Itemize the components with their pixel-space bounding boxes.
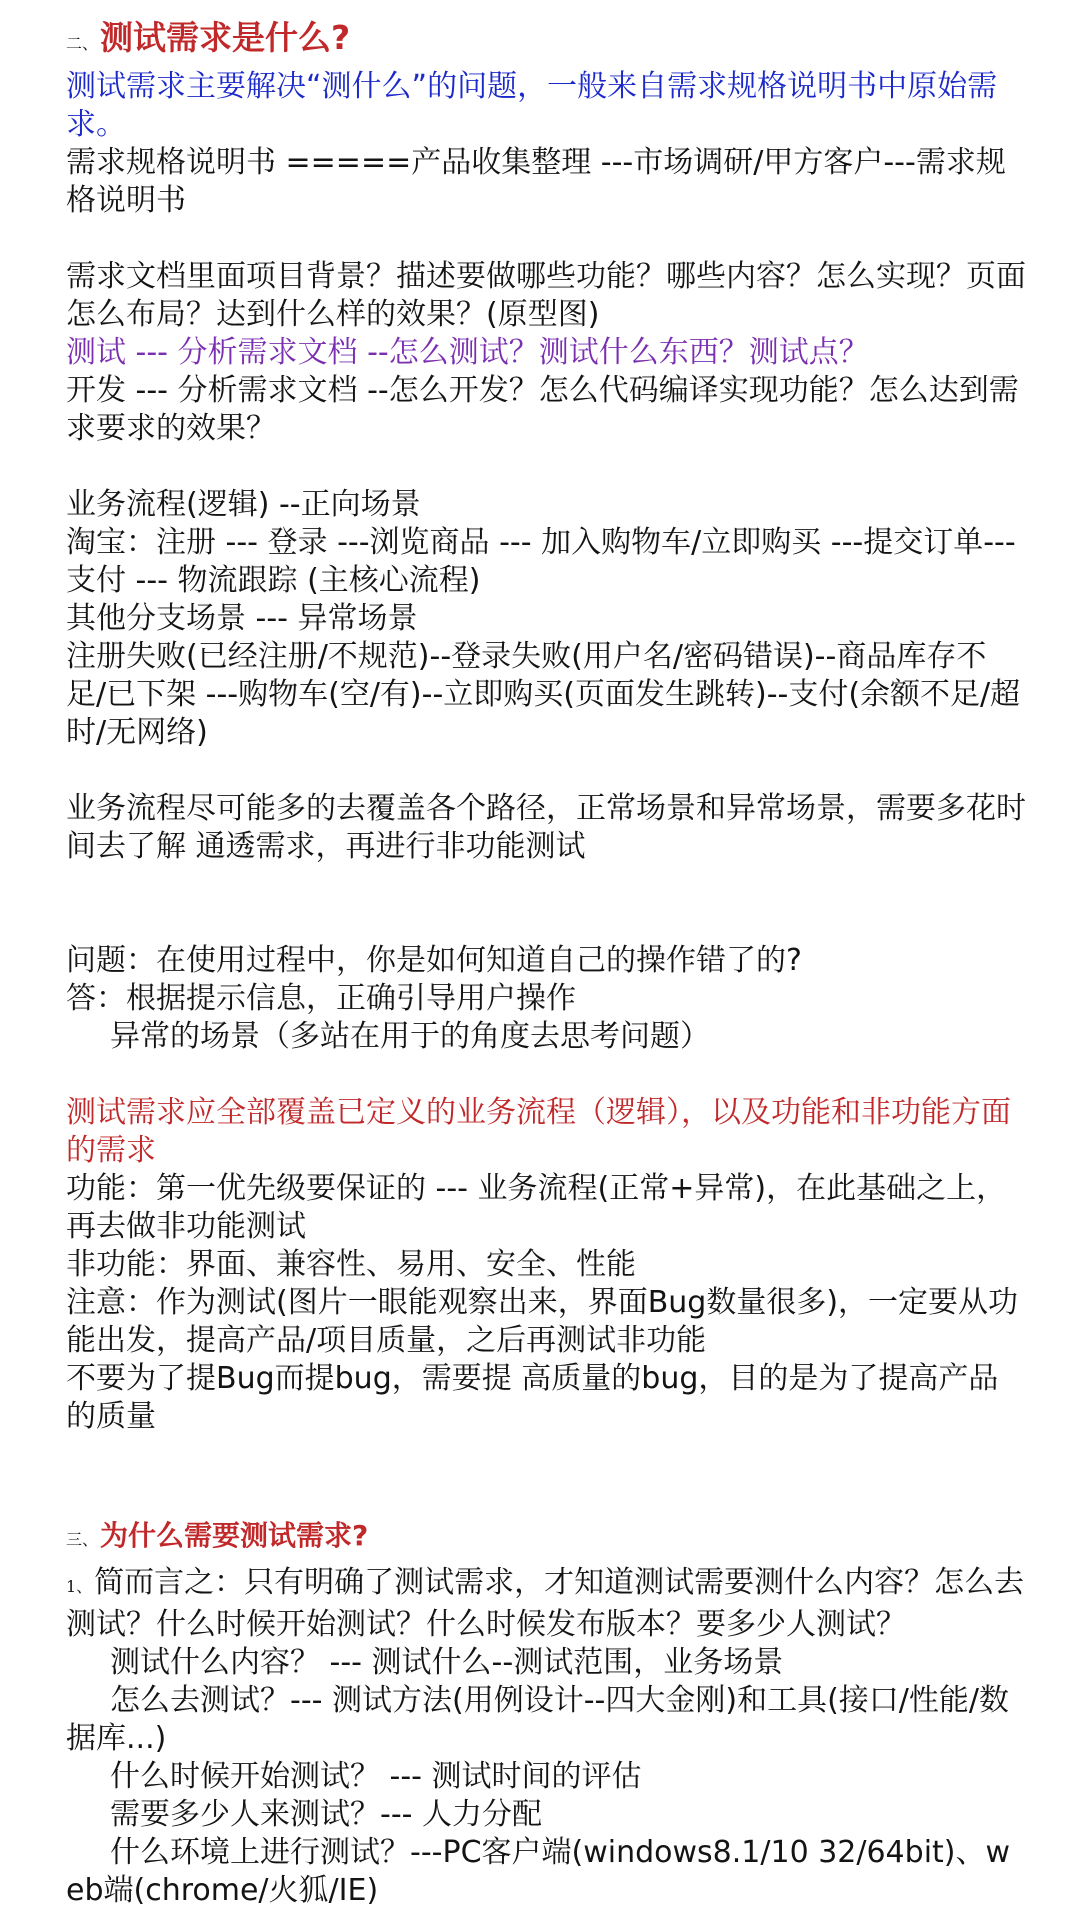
section-3-heading [66,1512,1026,1564]
non-functional-line: 非功能：界面、兼容性、易用、安全、性能 [66,1247,636,1282]
definition-paragraph: 测试需求主要解决“测什么”的问题，一般来自需求规格说明书中原始需求。 [66,69,998,142]
document-page [66,14,1026,1910]
business-flow-line: 业务流程(逻辑) --正向场景 [66,487,421,522]
exception-scenario-paragraph: 注册失败(已经注册/不规范)--登录失败(用户名/密码错误)--商品库存不足/已下架 ---购物车(空/有)--立即购买(页面发生跳转)--支付(余额不足/超时/无网络) [66,639,1021,750]
section-3-number: 三、 [66,1530,99,1549]
section-2-heading [66,14,1026,68]
detail-people-line: 需要多少人来测试？--- 人力分配 [110,1797,543,1832]
branch-scenario-line: 其他分支场景 --- 异常场景 [66,601,418,636]
detail-what-line: 测试什么内容？ --- 测试什么--测试范围，业务场景 [110,1645,784,1680]
note-paragraph: 注意：作为测试(图片一眼能观察出来，界面Bug数量很多)，一定要从功能出发，提高产品/项目质量，之后再测试非功能 [66,1285,1019,1358]
taobao-flow-paragraph: 淘宝：注册 --- 登录 ---浏览商品 --- 加入购物车/立即购买 ---提交订单---支付 --- 物流跟踪 (主核心流程) [66,525,1016,598]
coverage-paragraph: 业务流程尽可能多的去覆盖各个路径，正常场景和异常场景，需要多花时间去了解 通透需求，再进行非功能测试 [66,791,1026,864]
section-2-number: 二、 [66,34,99,53]
summary-item [66,1564,1026,1644]
answer-detail-line: 异常的场景（多站在用于的角度去思考问题） [110,1019,710,1054]
detail-env-line: 什么环境上进行测试？---PC客户端(windows8.1/10 32/64bit)、web端(chrome/火狐/IE) [66,1835,1011,1908]
coverage-requirement-paragraph: 测试需求应全部覆盖已定义的业务流程（逻辑），以及功能和非功能方面的需求 [66,1095,1011,1168]
section-3-title: 为什么需要测试需求? [100,1519,369,1552]
functional-paragraph: 功能：第一优先级要保证的 --- 业务流程(正常+异常)，在此基础之上，再去做非功能测试 [66,1171,1007,1244]
section-2-title: 测试需求是什么? [100,18,351,57]
test-analysis-line: 测试 --- 分析需求文档 --怎么测试？测试什么东西？测试点？ [66,335,869,370]
dev-analysis-paragraph: 开发 --- 分析需求文档 --怎么开发？怎么代码编译实现功能？怎么达到需求要求的效果？ [66,373,1019,446]
question-line: 问题：在使用过程中，你是如何知道自己的操作错了的? [66,943,802,978]
summary-item-number: 1、 [66,1577,93,1596]
spec-origin-paragraph: 需求规格说明书 =====产品收集整理 ---市场调研/甲方客户---需求规格说明书 [66,145,1006,218]
requirement-doc-paragraph: 需求文档里面项目背景？描述要做哪些功能？哪些内容？怎么实现？页面怎么布局？达到什么样的效果？(原型图) [66,259,1026,332]
detail-when-line: 什么时候开始测试？ --- 测试时间的评估 [110,1759,642,1794]
answer-line: 答：根据提示信息，正确引导用户操作 [66,981,576,1016]
quality-bug-paragraph: 不要为了提Bug而提bug，需要提 高质量的bug，目的是为了提高产品的质量 [66,1361,999,1434]
detail-how-line: 怎么去测试？--- 测试方法(用例设计--四大金刚)和工具(接口/性能/数据库...) [66,1683,1009,1756]
summary-item-text: 简而言之：只有明确了测试需求，才知道测试需要测什么内容？怎么去测试？什么时候开始测试？什么时候发布版本？要多少人测试？ [66,1565,1025,1642]
